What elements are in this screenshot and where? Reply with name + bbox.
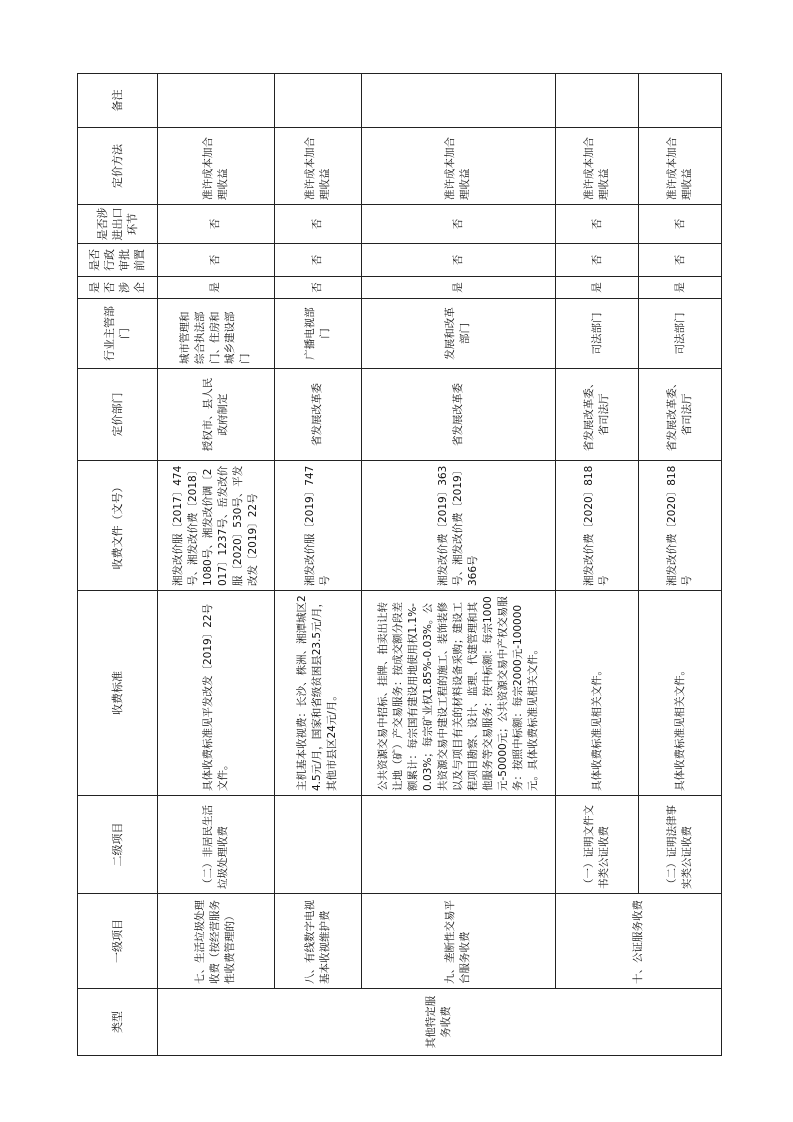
pricing-method-cell: 准许成本加合理收益 <box>556 128 639 205</box>
header-level1: 一级项目 <box>78 894 158 989</box>
remark-cell <box>157 74 274 128</box>
level1-cell: 十、公证服务收费 <box>556 894 722 989</box>
category-cell: 其他特定服务收费 <box>157 989 721 1056</box>
header-involves-enterprise: 是否涉企 <box>78 277 158 299</box>
header-admin-approval: 是否行政审批前置 <box>78 244 158 277</box>
admin-approval-cell: 否 <box>274 244 361 277</box>
level2-cell <box>274 796 361 894</box>
level1-cell: 九、垄断性交易平台服务收费 <box>361 894 555 989</box>
involves-enterprise-cell: 否 <box>274 277 361 299</box>
involves-enterprise-cell: 是 <box>157 277 274 299</box>
standard-cell: 具体收费标准见平发改发〔2019〕22号文件。 <box>157 591 274 796</box>
industry-dept-cell: 城市管理和综合执法部门、住房和城乡建设部门 <box>157 299 274 369</box>
import-export-cell: 否 <box>157 205 274 244</box>
pricing-dept-cell: 授权市、县人民政府制定 <box>157 369 274 461</box>
remark-cell <box>361 74 555 128</box>
standard-cell: 具体收费标准见相关文件。 <box>556 591 639 796</box>
header-document: 收费文件（文号） <box>78 461 158 591</box>
level2-cell: （二）证明法律事实类公证收费 <box>639 796 722 894</box>
import-export-cell: 否 <box>639 205 722 244</box>
header-level2: 二级项目 <box>78 796 158 894</box>
rotated-table-container <box>77 74 722 1056</box>
pricing-dept-cell: 省发展改革委 <box>361 369 555 461</box>
import-export-cell: 否 <box>274 205 361 244</box>
header-import-export: 是否涉进出口环节 <box>78 205 158 244</box>
industry-dept-cell: 发展和改革部门 <box>361 299 555 369</box>
header-industry-dept: 行业主管部门 <box>78 299 158 369</box>
industry-dept-cell: 广播电视部门 <box>274 299 361 369</box>
admin-approval-cell: 否 <box>361 244 555 277</box>
standard-cell: 主机基本收视费：长沙、株洲、湘潭城区24.5元/月，国家和省级贫困县23.5元/月，其他市县区24元/月。 <box>274 591 361 796</box>
table-row <box>274 74 361 1056</box>
import-export-cell: 否 <box>361 205 555 244</box>
pricing-dept-cell: 省发展改革委、省司法厅 <box>639 369 722 461</box>
admin-approval-cell: 否 <box>157 244 274 277</box>
header-remark: 备注 <box>78 74 158 128</box>
table-row <box>361 74 555 1056</box>
header-standard: 收费标准 <box>78 591 158 796</box>
header-category: 类型 <box>78 989 158 1056</box>
table-row <box>556 74 639 1056</box>
import-export-cell: 否 <box>556 205 639 244</box>
document-cell: 湘发改价费〔2020〕818号 <box>556 461 639 591</box>
document-cell: 湘发改价费〔2019〕363号、湘发改价费〔2019〕366号 <box>361 461 555 591</box>
admin-approval-cell: 否 <box>639 244 722 277</box>
pricing-method-cell: 准许成本加合理收益 <box>639 128 722 205</box>
table-row <box>157 74 274 1056</box>
header-pricing-dept: 定价部门 <box>78 369 158 461</box>
pricing-method-cell: 准许成本加合理收益 <box>361 128 555 205</box>
industry-dept-cell: 司法部门 <box>639 299 722 369</box>
level1-cell: 八、有线数字电视基本收视维护费 <box>274 894 361 989</box>
level1-cell: 七、生活垃圾处理收费（按经营服务性收费管理的） <box>157 894 274 989</box>
remark-cell <box>274 74 361 128</box>
pricing-dept-cell: 省发展改革委 <box>274 369 361 461</box>
involves-enterprise-cell: 是 <box>639 277 722 299</box>
remark-cell <box>639 74 722 128</box>
pricing-dept-cell: 省发展改革委、省司法厅 <box>556 369 639 461</box>
header-row <box>78 74 158 1056</box>
industry-dept-cell: 司法部门 <box>556 299 639 369</box>
level2-cell: （一）证明文件文书类公证收费 <box>556 796 639 894</box>
level2-cell: （二）非居民生活垃圾处理收费 <box>157 796 274 894</box>
level2-cell <box>361 796 555 894</box>
header-pricing-method: 定价方法 <box>78 128 158 205</box>
pricing-method-cell: 准许成本加合理收益 <box>157 128 274 205</box>
fee-schedule-table <box>77 73 722 1056</box>
document-cell: 湘发改价费〔2020〕818号 <box>639 461 722 591</box>
remark-cell <box>556 74 639 128</box>
pricing-method-cell: 准许成本加合理收益 <box>274 128 361 205</box>
document-cell: 湘发改价服〔2019〕747号 <box>274 461 361 591</box>
admin-approval-cell: 否 <box>556 244 639 277</box>
document-cell: 湘发改价服〔2017〕474号、湘发改价费〔2018〕1080号、湘发改价调〔2017〕1237号、岳发改价服〔2020〕530号、平发改发〔2019〕22号 <box>157 461 274 591</box>
involves-enterprise-cell: 是 <box>361 277 555 299</box>
standard-cell: 公共资源交易中招标、挂牌、拍卖出让转让地（矿）产交易服务：按成交额分段差额累计：每宗国有建设用地使用权1.1%-0.03%；每宗矿业权1.85%-0.03%。公共资源交易中建设工程的施工、装饰装修以及与项目有关的材料设备采购；建设工程项目勘察、设计、监理、代建管理和其他服务等交易服务：按中标额：每宗1000元-50000元；公共资源交易中产权交易服务：按照中标额：每宗2000元-100000元。具体收费标准见相关文件。 <box>361 591 555 796</box>
standard-cell: 具体收费标准见相关文件。 <box>639 591 722 796</box>
involves-enterprise-cell: 是 <box>556 277 639 299</box>
